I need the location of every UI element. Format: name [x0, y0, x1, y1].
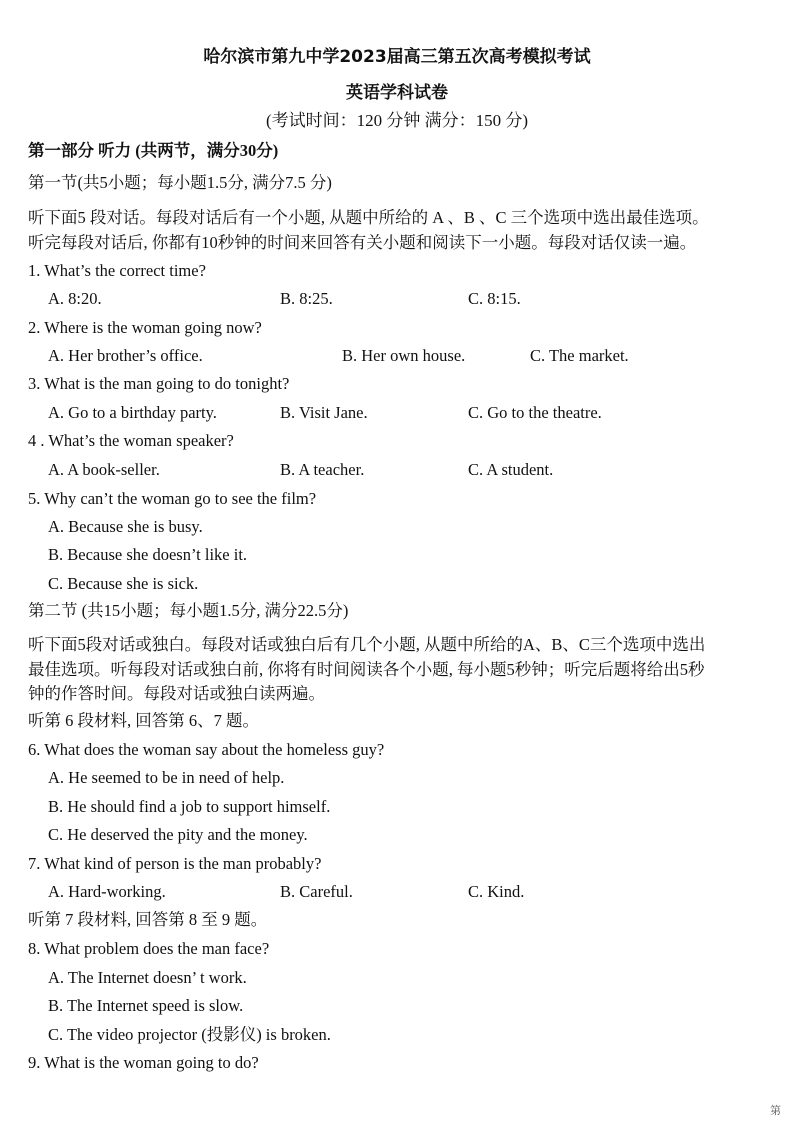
- question-2-option-b: B. Her own house.: [342, 346, 466, 365]
- exam-subtitle: 英语学科试卷: [346, 83, 448, 103]
- question-3-option-a: A. Go to a birthday party.: [48, 403, 217, 422]
- question-8-option-c: C. The video projector (投影仪) is broken.: [48, 1025, 331, 1044]
- question-4-option-a: A. A book-seller.: [48, 460, 160, 479]
- question-2-stem: 2. Where is the woman going now?: [28, 318, 262, 337]
- question-6-option-b: B. He should find a job to support himself.: [48, 797, 331, 816]
- question-4-stem: 4 . What’s the woman speaker?: [28, 431, 234, 450]
- question-4-option-b: B. A teacher.: [280, 460, 365, 479]
- material-6-note: 听第 6 段材料, 回答第 6、7 题。: [28, 711, 259, 730]
- question-6-option-a: A. He seemed to be in need of help.: [48, 768, 285, 787]
- question-8-option-b: B. The Internet speed is slow.: [48, 996, 244, 1015]
- exam-title: 哈尔滨市第九中学2023届高三第五次高考模拟考试: [203, 47, 591, 67]
- question-2-option-a: A. Her brother’s office.: [48, 346, 203, 365]
- section2-instruction-3: 钟的作答时间。每段对话或独白读两遍。: [28, 684, 325, 703]
- question-1-stem: 1. What’s the correct time?: [28, 261, 206, 280]
- section2-instruction-1: 听下面5段对话或独白。每段对话或独白后有几个小题, 从题中所给的A、B、C三个选项中选出: [28, 635, 706, 654]
- question-1-option-b: B. 8:25.: [280, 289, 333, 308]
- section1-heading: 第一节(共5小题；每小题1.5分, 满分7.5 分): [28, 173, 332, 192]
- question-5-option-c: C. Because she is sick.: [48, 574, 199, 593]
- question-8-stem: 8. What problem does the man face?: [28, 939, 270, 958]
- section2-heading: 第二节 (共15小题；每小题1.5分, 满分22.5分): [28, 601, 349, 620]
- question-9-stem: 9. What is the woman going to do?: [28, 1053, 259, 1072]
- question-7-option-a: A. Hard-working.: [48, 882, 166, 901]
- material-7-note: 听第 7 段材料, 回答第 8 至 9 题。: [28, 910, 268, 929]
- question-5-option-a: A. Because she is busy.: [48, 517, 203, 536]
- question-5-stem: 5. Why can’t the woman go to see the film?: [28, 489, 317, 508]
- part1-heading: 第一部分 听力 (共两节，满分30分): [28, 141, 279, 160]
- question-4-option-c: C. A student.: [468, 460, 554, 479]
- section2-instruction-2: 最佳选项。听每段对话或独白前, 你将有时间阅读各个小题, 每小题5秒钟；听完后题将给出5秒: [28, 660, 705, 679]
- question-3-option-b: B. Visit Jane.: [280, 403, 368, 422]
- question-7-option-c: C. Kind.: [468, 882, 525, 901]
- section1-instruction-2: 听完每段对话后, 你都有10秒钟的时间来回答有关小题和阅读下一小题。每段对话仅读一遍。: [28, 233, 697, 252]
- question-1-option-c: C. 8:15.: [468, 289, 521, 308]
- section1-instruction-1: 听下面5 段对话。每段对话后有一个小题, 从题中所给的 A 、B 、C 三个选项中选出最佳选项。: [28, 208, 709, 227]
- question-8-option-a: A. The Internet doesn’ t work.: [48, 968, 247, 987]
- question-1-option-a: A. 8:20.: [48, 289, 102, 308]
- question-7-stem: 7. What kind of person is the man probably?: [28, 854, 322, 873]
- question-6-option-c: C. He deserved the pity and the money.: [48, 825, 308, 844]
- question-2-option-c: C. The market.: [530, 346, 629, 365]
- question-7-option-b: B. Careful.: [280, 882, 353, 901]
- question-5-option-b: B. Because she doesn’t like it.: [48, 545, 248, 564]
- page-marker: 第: [770, 1105, 781, 1117]
- question-6-stem: 6. What does the woman say about the homeless guy?: [28, 740, 385, 759]
- question-3-stem: 3. What is the man going to do tonight?: [28, 374, 290, 393]
- exam-info: (考试时间：120 分钟 满分：150 分): [265, 111, 529, 130]
- question-3-option-c: C. Go to the theatre.: [468, 403, 602, 422]
